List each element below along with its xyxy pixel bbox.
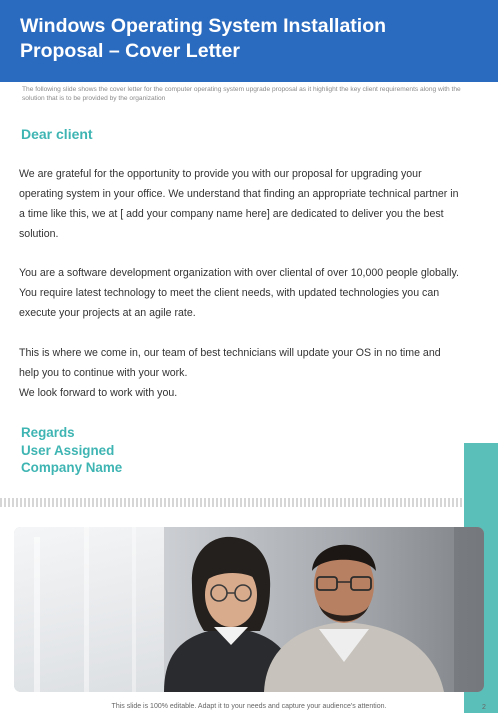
closing-company: Company Name	[21, 460, 123, 475]
slide-description: The following slide shows the cover letter for the computer operating system upgrade proposal as it highlight the key client requirements along with the solution that is to be provided by the organization	[22, 86, 461, 102]
title-banner	[0, 0, 498, 82]
closing-regards: Regards	[21, 425, 75, 440]
letter-paragraph-1: We are grateful for the opportunity to provide you with our proposal for upgrading your operating system in your office. We understand that finding an appropriate technical partner in a time like this, we at [ add your company name here] are dedicated to deliver you the best solution.	[19, 168, 459, 240]
letter-paragraph-3: This is where we come in, our team of best technicians will update your OS in no time and help you to continue with your work. We look forward to work with you.	[19, 347, 441, 399]
page-number: 2	[482, 704, 486, 711]
page-title: Windows Operating System Installation Proposal – Cover Letter	[20, 15, 387, 62]
letter-paragraph-2: You are a software development organization with over cliental of over 10,000 people globally. You require latest technology to meet the client needs, with updated technologies you can execute your projects at an agile rate.	[19, 267, 459, 319]
letter-closing	[21, 424, 122, 477]
closing-user: User Assigned	[21, 442, 115, 458]
decorative-divider-stripe	[0, 498, 464, 507]
letter-salutation: Dear client	[21, 126, 93, 142]
footer-note: This slide is 100% editable. Adapt it to your needs and capture your audience's attention.	[111, 703, 387, 710]
team-photo	[14, 527, 484, 692]
